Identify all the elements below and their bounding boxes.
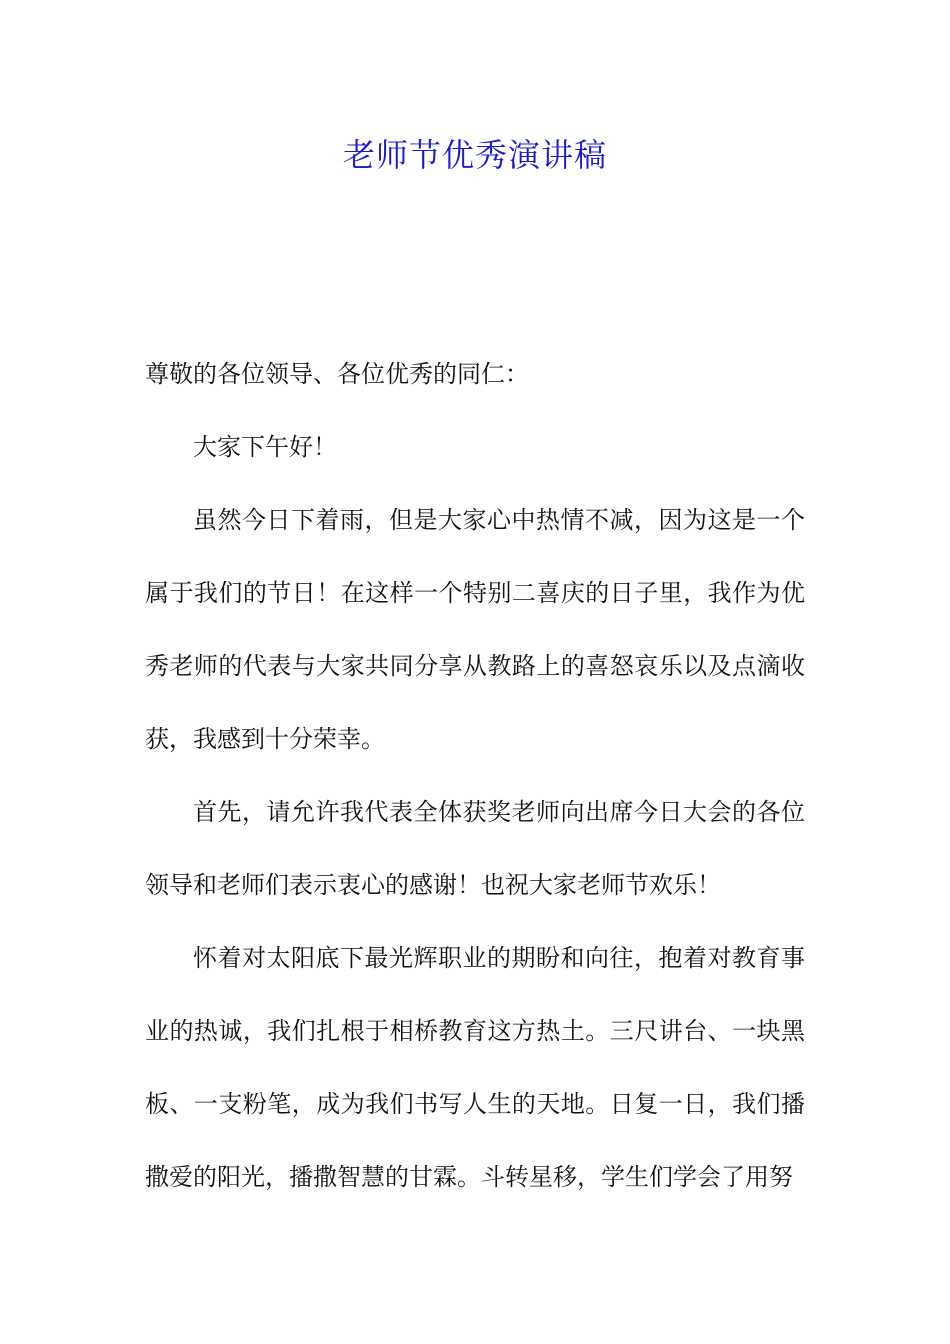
body-paragraph: 怀着对太阳底下最光辉职业的期盼和向往，抱着对教育事业的热诚，我们扎根于相桥教育这方热土。三尺讲台、一块黑板、一支粉笔，成为我们书写人生的天地。日复一日，我们播撒爱的阳光，播撒智慧的甘霖。斗转星移，学生们学会了用努 (145, 944, 805, 1191)
body-paragraph: 虽然今日下着雨，但是大家心中热情不减，因为这是一个属于我们的节日！在这样一个特别二喜庆的日子里，我作为优秀老师的代表与大家共同分享从教路上的喜怒哀乐以及点滴收获，我感到十分荣幸。 (145, 506, 805, 753)
document-title: 老师节优秀演讲稿 (342, 136, 607, 174)
salutation-paragraph: 尊敬的各位领导、各位优秀的同仁： (145, 360, 529, 388)
greeting-paragraph: 大家下午好！ (193, 433, 337, 461)
document-body (145, 338, 805, 1214)
body-paragraph: 首先，请允许我代表全体获奖老师向出席今日大会的各位领导和老师们表示衷心的感谢！也祝大家老师节欢乐！ (145, 798, 805, 899)
